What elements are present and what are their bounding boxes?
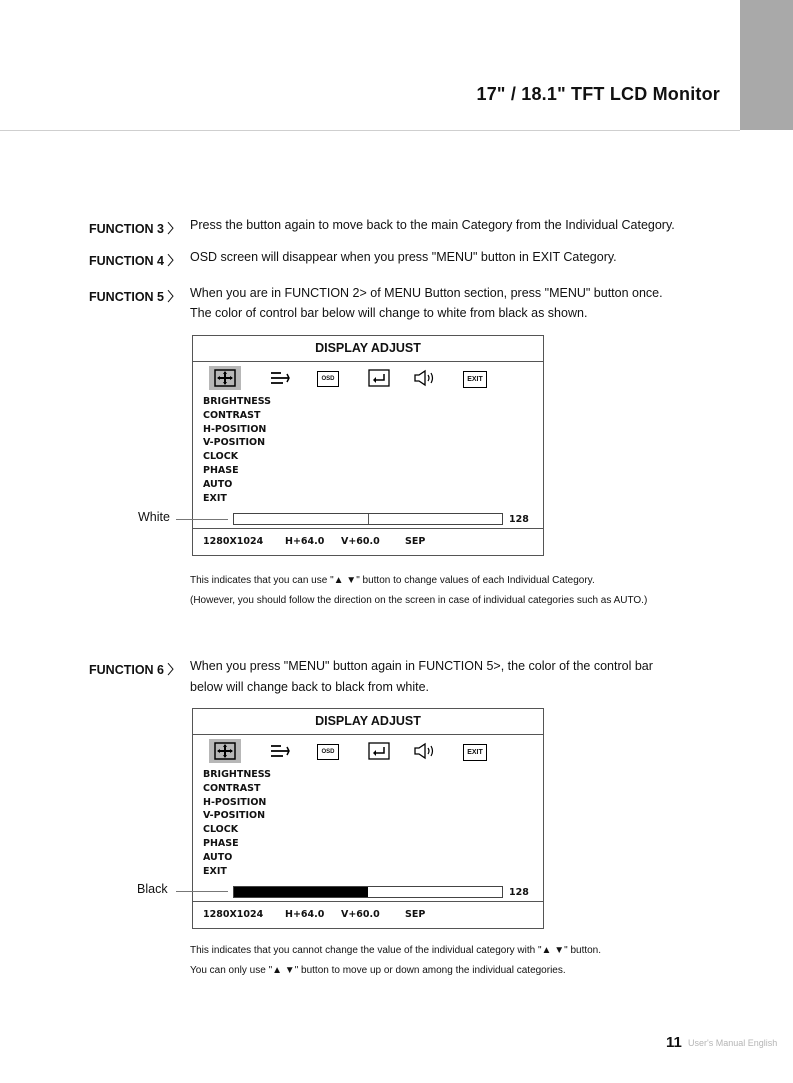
menu-item-auto: AUTO	[203, 478, 233, 490]
osd-title: DISPLAY ADJUST	[193, 336, 543, 362]
menu-item-contrast: CONTRAST	[203, 409, 261, 421]
header-tab	[740, 0, 793, 130]
control-bar-fill	[234, 887, 368, 897]
status-v-freq: V+60.0	[341, 909, 380, 920]
function-4-label: FUNCTION 4 〉	[89, 254, 180, 268]
function-6-label: FUNCTION 6 〉	[89, 663, 180, 677]
menu-item-h-position: H-POSITION	[203, 796, 267, 808]
black-leader-line	[176, 891, 228, 892]
function-5-text-2: The color of control bar below will change to white from black as shown.	[190, 306, 588, 320]
exit-icon: EXIT	[463, 744, 487, 761]
status-sync: SEP	[405, 909, 426, 920]
menu-item-brightness: BRIGHTNESS	[203, 396, 272, 407]
control-value: 128	[509, 514, 529, 525]
status-resolution: 1280X1024	[203, 909, 264, 920]
status-sync: SEP	[405, 536, 426, 547]
osd-menu-list	[203, 395, 271, 505]
menu-item-phase: PHASE	[203, 464, 239, 476]
footer-text: User's Manual English	[688, 1038, 778, 1048]
menu-item-contrast: CONTRAST	[203, 782, 261, 794]
note-black-1: This indicates that you cannot change the value of the individual category with "▲ ▼" button.	[190, 945, 602, 956]
return-icon	[368, 741, 390, 761]
note-black-2: You can only use "▲ ▼" button to move up or down among the individual categories.	[190, 965, 566, 976]
osd-menu-list	[203, 768, 271, 878]
osd-title: DISPLAY ADJUST	[193, 709, 543, 735]
image-adjust-icon	[269, 741, 291, 761]
osd-status-bar	[193, 901, 543, 928]
function-5-label: FUNCTION 5 〉	[89, 290, 180, 304]
function-5-text-1: When you are in FUNCTION 2> of MENU Button section, press "MENU" button once.	[190, 286, 663, 300]
header-rule	[0, 130, 740, 131]
function-4-text: OSD screen will disappear when you press "MENU" button in EXIT Category.	[190, 250, 617, 264]
status-resolution: 1280X1024	[203, 536, 264, 547]
menu-item-v-position: V-POSITION	[203, 810, 266, 822]
menu-item-exit: EXIT	[203, 865, 227, 877]
function-6-text-2: below will change back to black from white.	[190, 680, 430, 694]
menu-item-v-position: V-POSITION	[203, 437, 266, 449]
menu-item-clock: CLOCK	[203, 451, 239, 463]
page-number: 11	[666, 1034, 682, 1051]
menu-item-exit: EXIT	[203, 492, 227, 504]
osd-icon: OSD	[317, 371, 339, 387]
function-6-text-1: When you press "MENU" button again in FUNCTION 5>, the color of the control bar	[190, 659, 653, 673]
exit-icon: EXIT	[463, 371, 487, 388]
menu-item-brightness: BRIGHTNESS	[203, 769, 272, 780]
white-leader-line	[176, 519, 228, 520]
osd-icon: OSD	[317, 744, 339, 760]
function-3-label: FUNCTION 3 〉	[89, 222, 180, 236]
menu-item-auto: AUTO	[203, 851, 233, 863]
return-icon	[368, 368, 390, 388]
page-title: 17" / 18.1" TFT LCD Monitor	[476, 84, 720, 104]
position-icon	[209, 366, 241, 390]
note-white-2: (However, you should follow the direction on the screen in case of individual categories such as AUTO.)	[190, 595, 648, 606]
white-label: White	[138, 510, 170, 524]
control-bar-black	[233, 886, 503, 898]
osd-icon-row	[193, 362, 543, 394]
position-icon	[209, 739, 241, 763]
black-label: Black	[137, 882, 168, 896]
control-bar-marker	[368, 514, 369, 524]
control-value: 128	[509, 887, 529, 898]
status-h-freq: H+64.0	[285, 536, 325, 547]
osd-panel-black	[192, 708, 544, 929]
menu-item-clock: CLOCK	[203, 824, 239, 836]
status-h-freq: H+64.0	[285, 909, 325, 920]
control-bar-white	[233, 513, 503, 525]
osd-panel-white	[192, 335, 544, 556]
image-adjust-icon	[269, 368, 291, 388]
menu-item-phase: PHASE	[203, 837, 239, 849]
function-3-text: Press the button again to move back to the main Category from the Individual Category.	[190, 218, 675, 232]
osd-status-bar	[193, 528, 543, 555]
audio-icon	[413, 368, 439, 388]
audio-icon	[413, 741, 439, 761]
menu-item-h-position: H-POSITION	[203, 423, 267, 435]
status-v-freq: V+60.0	[341, 536, 380, 547]
note-white-1: This indicates that you can use "▲ ▼" button to change values of each Individual Category.	[190, 575, 595, 586]
osd-icon-row	[193, 735, 543, 767]
